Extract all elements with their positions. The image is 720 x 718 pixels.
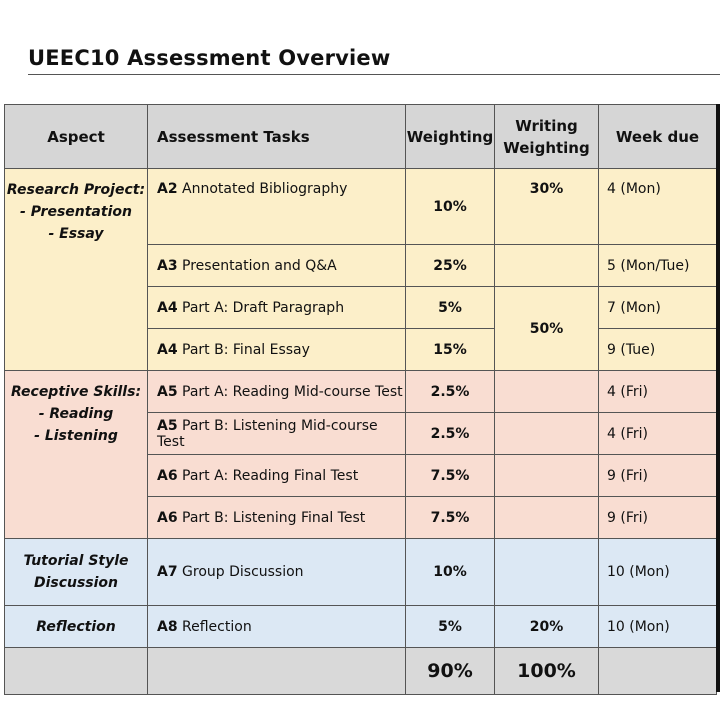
- table-row: [5, 169, 717, 245]
- week-due-cell: 9 (Tue): [599, 329, 717, 371]
- totals-empty-cell: [599, 648, 717, 695]
- task-cell: [148, 413, 406, 455]
- aspect-line: - Essay: [48, 226, 104, 242]
- task-name: Part B: Final Essay: [182, 341, 310, 358]
- aspect-line: - Reading: [38, 406, 114, 422]
- task-name: Part A: Reading Mid-course Test: [182, 383, 403, 400]
- table-row: [5, 606, 717, 648]
- weighting-cell: 25%: [406, 245, 495, 287]
- weighting-cell: 5%: [406, 606, 495, 648]
- totals-empty-cell: [148, 648, 406, 695]
- task-name: Part A: Reading Final Test: [182, 467, 359, 484]
- task-cell: [148, 329, 406, 371]
- task-name: Presentation and Q&A: [182, 257, 337, 274]
- header-writing-line2: Weighting: [503, 138, 590, 157]
- week-due-cell: 9 (Fri): [599, 455, 717, 497]
- week-due-cell: 4 (Mon): [599, 169, 717, 245]
- task-code: A2: [157, 181, 178, 197]
- task-name: Part A: Draft Paragraph: [182, 299, 345, 316]
- week-due-cell: 4 (Fri): [599, 371, 717, 413]
- task-cell: [148, 497, 406, 539]
- task-cell: [148, 455, 406, 497]
- aspect-line: Research Project:: [6, 182, 146, 198]
- weighting-cell: 7.5%: [406, 497, 495, 539]
- week-due-cell: 4 (Fri): [599, 413, 717, 455]
- task-code: A5: [157, 383, 178, 400]
- aspect-line: - Presentation: [20, 204, 132, 220]
- task-cell: [148, 539, 406, 606]
- aspect-receptive-skills: [5, 371, 148, 539]
- total-weighting: 90%: [406, 648, 495, 695]
- totals-row: [5, 648, 717, 695]
- aspect-reflection: [5, 606, 148, 648]
- task-code: A4: [157, 341, 178, 358]
- header-writing-line1: Writing: [515, 116, 578, 135]
- task-name: Part B: Listening Mid-course Test: [157, 417, 378, 450]
- task-code: A3: [157, 257, 178, 274]
- week-due-cell: 7 (Mon): [599, 287, 717, 329]
- header-aspect: Aspect: [5, 105, 148, 169]
- aspect-line: Reflection: [36, 618, 116, 635]
- aspect-research-project: [5, 169, 148, 371]
- aspect-tutorial-discussion: [5, 539, 148, 606]
- weighting-cell: 2.5%: [406, 413, 495, 455]
- writing-weighting-cell: 20%: [495, 606, 599, 648]
- task-code: A6: [157, 467, 178, 484]
- writing-weighting-cell: [495, 539, 599, 606]
- header-tasks: Assessment Tasks: [148, 105, 406, 169]
- task-cell: [148, 169, 406, 245]
- writing-weighting-cell: [495, 497, 599, 539]
- writing-weighting-cell: 30%: [495, 169, 599, 245]
- task-cell: [148, 606, 406, 648]
- task-name: Annotated Bibliography: [182, 181, 348, 197]
- weighting-cell: 5%: [406, 287, 495, 329]
- total-writing-weighting: 100%: [495, 648, 599, 695]
- task-code: A7: [157, 564, 178, 580]
- week-due-cell: 10 (Mon): [599, 606, 717, 648]
- header-row: [5, 105, 717, 169]
- weighting-cell: 10%: [406, 539, 495, 606]
- writing-weighting-cell: [495, 413, 599, 455]
- week-due-cell: 5 (Mon/Tue): [599, 245, 717, 287]
- table-row: [5, 539, 717, 606]
- assessment-table: [4, 104, 717, 695]
- header-writing-weighting: [495, 105, 599, 169]
- table-row: [5, 371, 717, 413]
- task-code: A8: [157, 618, 178, 635]
- writing-weighting-cell: [495, 371, 599, 413]
- aspect-line: - Listening: [34, 428, 118, 444]
- aspect-line: Receptive Skills:: [10, 384, 142, 400]
- aspect-line: Discussion: [33, 575, 119, 591]
- task-cell: [148, 287, 406, 329]
- aspect-line: Tutorial Style: [23, 553, 129, 569]
- page-title: UEEC10 Assessment Overview: [28, 46, 391, 70]
- writing-weighting-cell: [495, 245, 599, 287]
- weighting-cell: 2.5%: [406, 371, 495, 413]
- task-code: A5: [157, 417, 178, 434]
- week-due-cell: 10 (Mon): [599, 539, 717, 606]
- weighting-cell: 15%: [406, 329, 495, 371]
- header-week-due: Week due: [599, 105, 717, 169]
- weighting-cell: 10%: [406, 169, 495, 245]
- task-name: Reflection: [182, 618, 252, 635]
- task-cell: [148, 245, 406, 287]
- weighting-cell: 7.5%: [406, 455, 495, 497]
- task-cell: [148, 371, 406, 413]
- table-right-border: [716, 104, 720, 692]
- task-name: Part B: Listening Final Test: [182, 509, 366, 526]
- task-code: A6: [157, 509, 178, 526]
- task-name: Group Discussion: [182, 564, 304, 580]
- title-underline: [28, 74, 720, 75]
- writing-weighting-cell: 50%: [495, 287, 599, 371]
- task-code: A4: [157, 299, 178, 316]
- writing-weighting-cell: [495, 455, 599, 497]
- header-weighting: Weighting: [406, 105, 495, 169]
- week-due-cell: 9 (Fri): [599, 497, 717, 539]
- totals-empty-cell: [5, 648, 148, 695]
